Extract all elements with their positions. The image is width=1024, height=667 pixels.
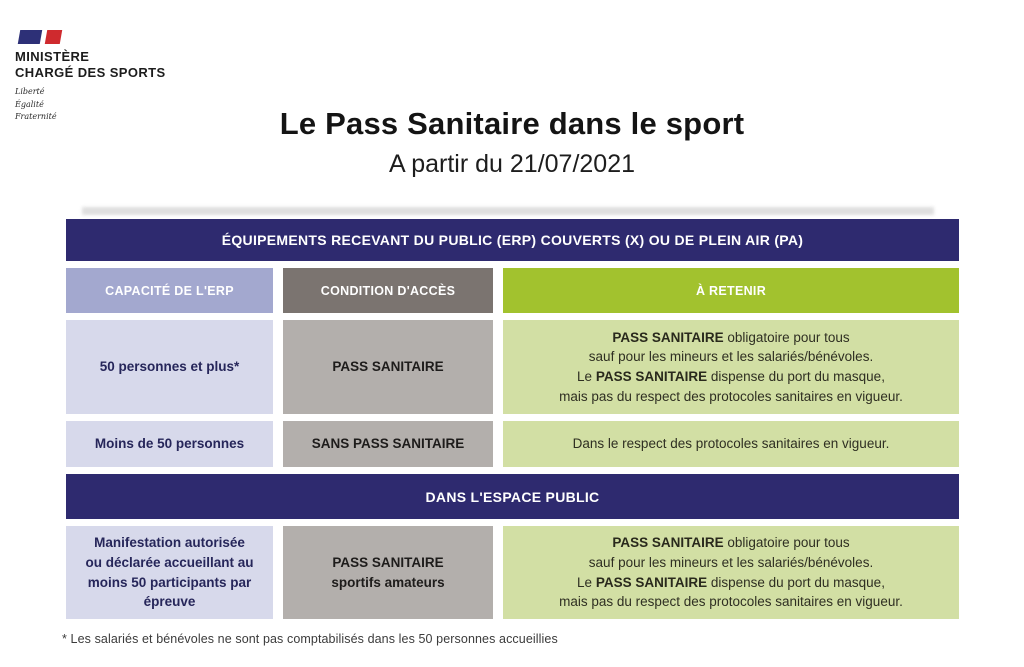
row3-retenir-cell (503, 526, 959, 619)
flag-blue-block (18, 30, 42, 44)
motto-fraternite: Fraternité (15, 111, 57, 121)
row1-retenir-line3: Le PASS SANITAIRE dispense du port du masque, (577, 369, 885, 384)
section-header-espace-public: DANS L'ESPACE PUBLIC (66, 474, 959, 519)
footnote: * Les salariés et bénévoles ne sont pas comptabilisés dans les 50 personnes accueillies (62, 632, 558, 646)
motto-egalite: Égalité (15, 99, 44, 109)
column-header-condition: CONDITION D'ACCÈS (283, 268, 493, 313)
row2-condition-cell: SANS PASS SANITAIRE (283, 421, 493, 467)
ministry-name (15, 49, 166, 80)
page-title: Le Pass Sanitaire dans le sport (279, 106, 745, 141)
flag-red-block (45, 30, 62, 44)
row1-retenir-line1: PASS SANITAIRE obligatoire pour tous (612, 329, 850, 345)
row3-retenir-line2: sauf pour les mineurs et les salariés/bénévoles. (588, 554, 874, 570)
row3-retenir-line3: Le PASS SANITAIRE dispense du port du masque, (577, 574, 885, 590)
column-header-retenir: À RETENIR (503, 268, 959, 313)
row3-condition-line2: sportifs amateurs (331, 574, 445, 590)
row1-retenir-cell (503, 320, 959, 414)
row3-capacite-cell: Manifestation autorisée ou déclarée accueillant au moins 50 participants par épreuve (66, 526, 273, 619)
row1-condition-cell: PASS SANITAIRE (283, 320, 493, 414)
table-top-shadow (82, 207, 934, 215)
row3-condition-line1: PASS SANITAIRE (332, 554, 444, 570)
row1-retenir-line4: mais pas du respect des protocoles sanitaires en vigueur. (559, 388, 903, 404)
row3-condition-cell (283, 526, 493, 619)
row2-capacite-cell: Moins de 50 personnes (66, 421, 273, 467)
row3-retenir-line4: mais pas du respect des protocoles sanitaires en vigueur. (559, 594, 903, 610)
french-flag-icon (19, 30, 166, 44)
section-header-erp: ÉQUIPEMENTS RECEVANT DU PUBLIC (ERP) COUVERTS (X) OU DE PLEIN AIR (PA) (66, 219, 959, 261)
row1-retenir-line2: sauf pour les mineurs et les salariés/bénévoles. (588, 349, 874, 365)
pass-sanitaire-table (66, 219, 959, 619)
column-header-capacite: CAPACITÉ DE L'ERP (66, 268, 273, 313)
motto-liberte: Liberté (15, 87, 45, 97)
ministry-name-line1: MINISTÈRE (15, 49, 90, 64)
ministry-name-line2: CHARGÉ DES SPORTS (15, 64, 166, 80)
page-subtitle: A partir du 21/07/2021 (388, 150, 636, 178)
row1-capacite-cell: 50 personnes et plus* (66, 320, 273, 414)
row3-retenir-line1: PASS SANITAIRE obligatoire pour tous (612, 535, 850, 551)
row2-retenir-cell: Dans le respect des protocoles sanitaires en vigueur. (503, 421, 959, 467)
